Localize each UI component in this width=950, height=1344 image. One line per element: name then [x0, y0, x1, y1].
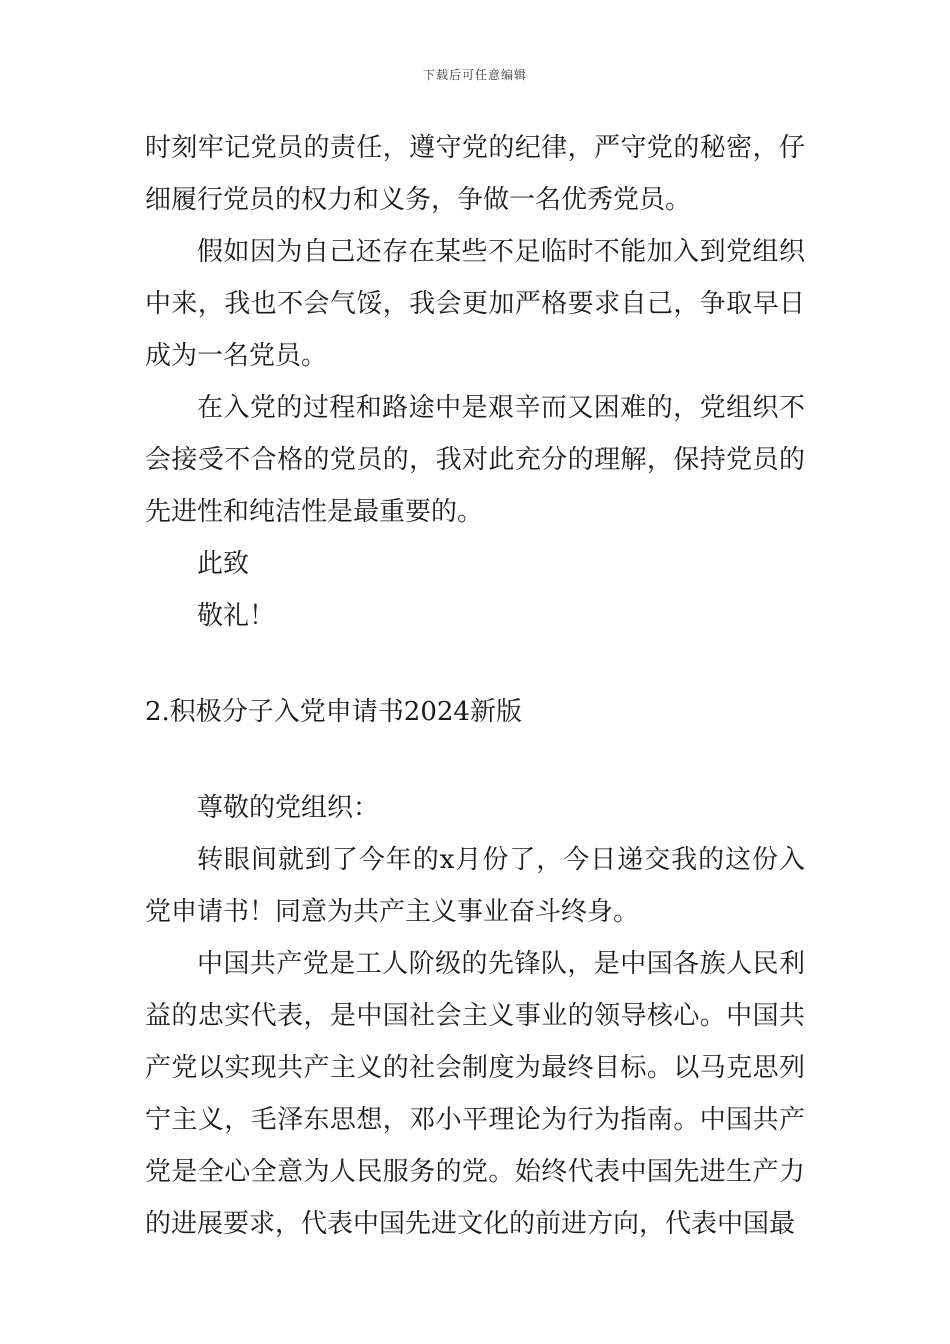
paragraph: 中国共产党是工人阶级的先锋队，是中国各族人民利益的忠实代表，是中国社会主义事业的领导核心。中国共产党以实现共产主义的社会制度为最终目标。以马克思列宁主义，毛泽东思想，邓小平理论为行为指南。中国共产党是全心全意为人民服务的党。始终代表中国先进生产力的进展要求，代表中国先进文化的前进方向，代表中国最	[145, 949, 805, 1239]
section-title: 2.积极分子入党申请书2024新版	[145, 697, 522, 727]
closing-salutation: 此致	[197, 549, 250, 579]
paragraph: 转眼间就到了今年的x月份了，今日递交我的这份入党申请书！同意为共产主义事业奋斗终身。	[145, 845, 805, 927]
closing-regards: 敬礼！	[197, 601, 276, 631]
paragraph-continuation: 时刻牢记党员的责任，遵守党的纪律，严守党的秘密，仔细履行党员的权力和义务，争做一名优秀党员。	[145, 133, 805, 215]
paragraph: 在入党的过程和路途中是艰辛而又困难的，党组织不会接受不合格的党员的，我对此充分的理解，保持党员的先进性和纯洁性是最重要的。	[145, 393, 805, 527]
page-header-note: 下载后可任意编辑	[422, 68, 527, 82]
letter-greeting: 尊敬的党组织：	[197, 793, 380, 823]
document-body	[145, 122, 805, 1250]
paragraph: 假如因为自己还存在某些不足临时不能加入到党组织中来，我也不会气馁，我会更加严格要求自己，争取早日成为一名党员。	[145, 237, 805, 371]
